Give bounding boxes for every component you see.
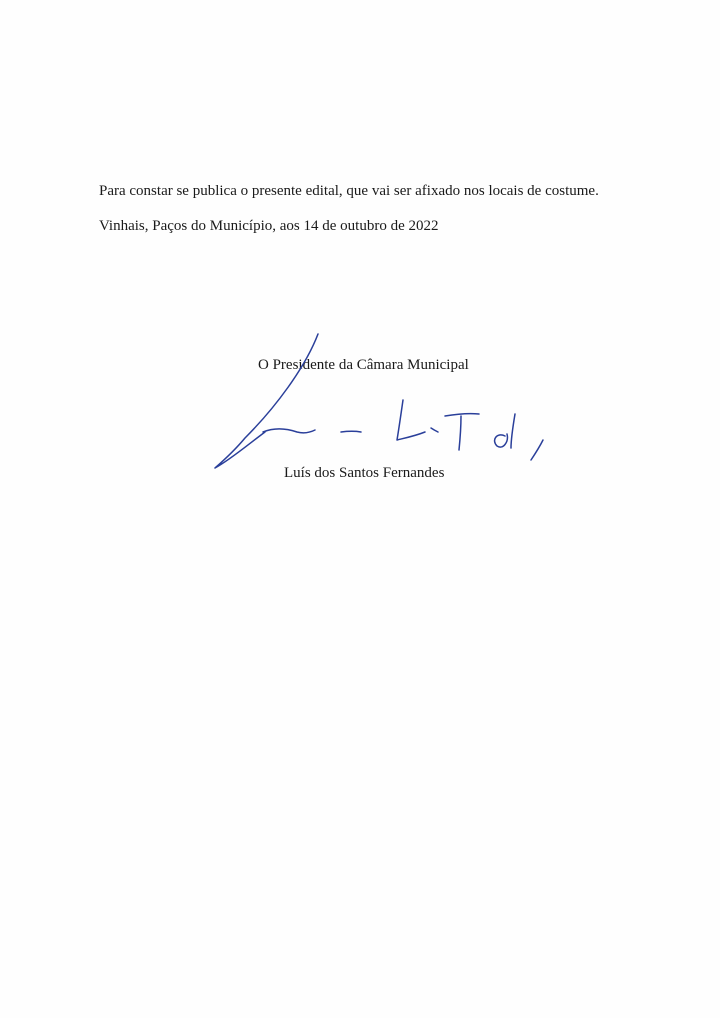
signature-stroke-first-word [263, 429, 315, 433]
signature-stroke-l [397, 400, 425, 440]
closing-paragraph: Para constar se publica o presente edital, que vai ser afixado nos locais de costume. [99, 183, 599, 199]
handwritten-signature [205, 328, 565, 478]
signature-stroke-t [445, 414, 479, 450]
signature-stroke-dot [431, 428, 438, 432]
signature-stroke-dash [341, 431, 361, 432]
signature-stroke-d [495, 414, 515, 448]
signature-stroke-tail [531, 440, 543, 460]
signature-stroke-diagonal [215, 334, 318, 468]
signatory-name: Luís dos Santos Fernandes [284, 465, 445, 481]
place-date-line: Vinhais, Paços do Município, aos 14 de outubro de 2022 [99, 218, 439, 234]
signatory-title: O Presidente da Câmara Municipal [258, 357, 469, 373]
